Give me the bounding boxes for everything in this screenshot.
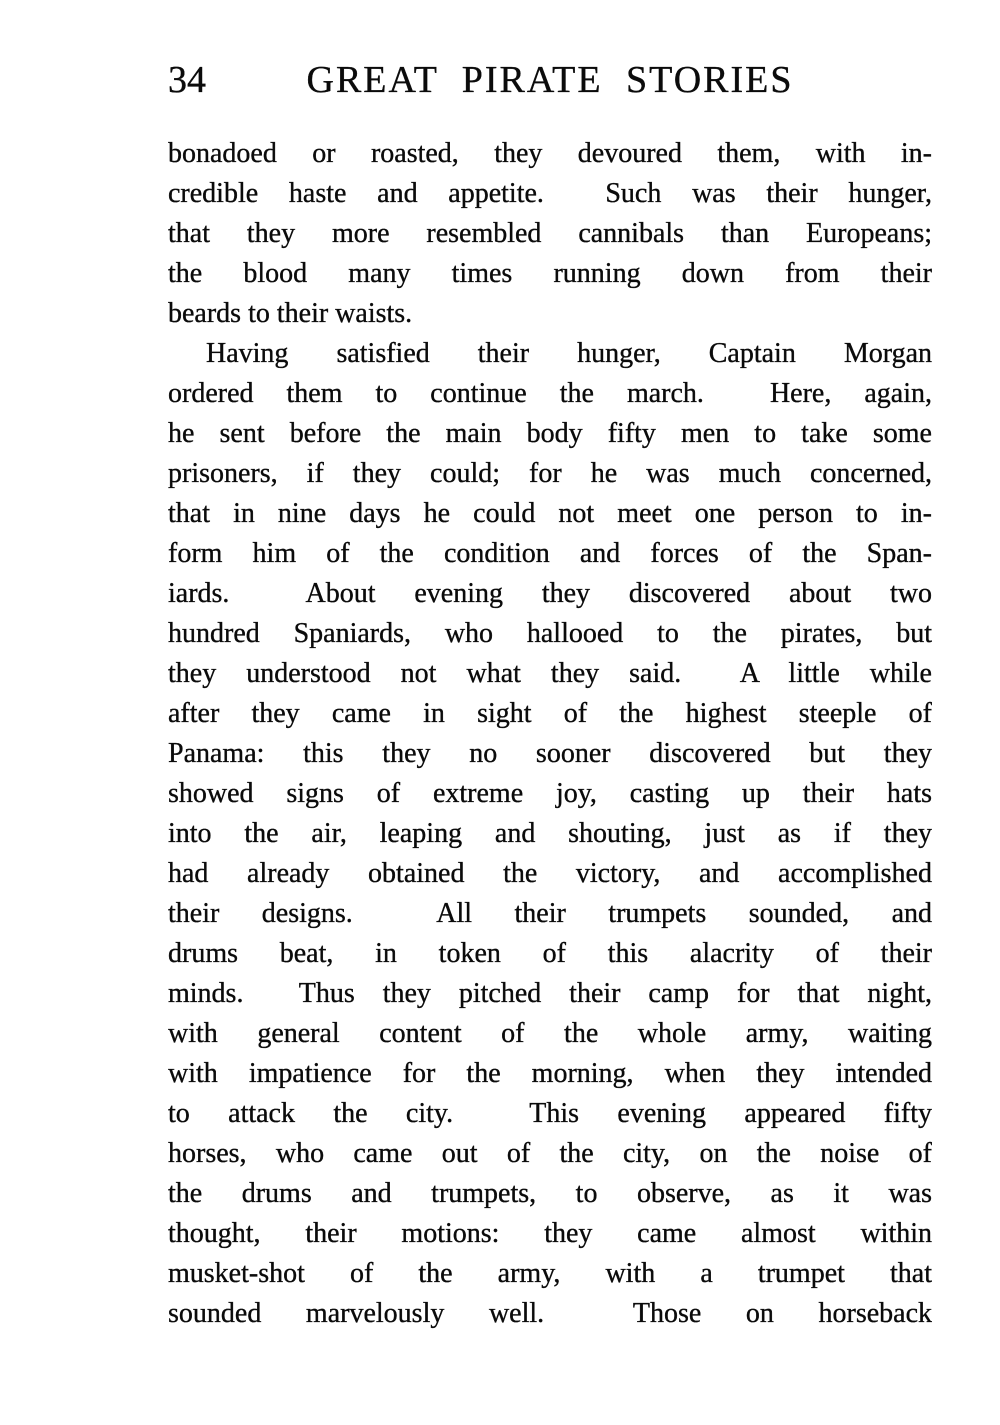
text-line: they understood not what they said. A little while <box>168 658 932 689</box>
text-line: iards. About evening they discovered about two <box>168 578 932 609</box>
text-line: hundred Spaniards, who hallooed to the pirates, but <box>168 618 932 649</box>
text-line: form him of the condition and forces of the Span- <box>168 538 932 569</box>
text-line: Panama: this they no sooner discovered but they <box>168 738 932 769</box>
text-line: prisoners, if they could; for he was much concerned, <box>168 458 932 489</box>
text-column <box>168 0 932 1334</box>
text-line: with impatience for the morning, when they intended <box>168 1058 932 1089</box>
page-number: 34 <box>168 59 206 101</box>
text-line: beards to their waists. <box>168 298 413 329</box>
running-title: GREAT PIRATE STORIES <box>306 59 794 101</box>
text-line: after they came in sight of the highest steeple of <box>168 698 932 729</box>
text-line: minds. Thus they pitched their camp for that night, <box>168 978 932 1009</box>
text-line: the drums and trumpets, to observe, as it was <box>168 1178 932 1209</box>
text-line: drums beat, in token of this alacrity of their <box>168 938 932 969</box>
text-line: with general content of the whole army, waiting <box>168 1018 932 1049</box>
text-line: Having satisfied their hunger, Captain Morgan <box>206 338 932 369</box>
page-header <box>168 0 932 106</box>
text-line: ordered them to continue the march. Here, again, <box>168 378 932 409</box>
body-text <box>168 134 932 1334</box>
text-line: their designs. All their trumpets sounded, and <box>168 898 932 929</box>
text-line: had already obtained the victory, and accomplished <box>168 858 932 889</box>
text-line: horses, who came out of the city, on the noise of <box>168 1138 932 1169</box>
text-line: the blood many times running down from their <box>168 258 932 289</box>
text-line: that they more resembled cannibals than Europeans; <box>168 218 932 249</box>
text-line: showed signs of extreme joy, casting up their hats <box>168 778 932 809</box>
text-line: to attack the city. This evening appeared fifty <box>168 1098 932 1129</box>
text-line: bonadoed or roasted, they devoured them, with in- <box>168 138 932 169</box>
text-line: sounded marvelously well. Those on horseback <box>168 1298 932 1329</box>
text-line: he sent before the main body fifty men to take some <box>168 418 932 449</box>
text-line: thought, their motions: they came almost within <box>168 1218 932 1249</box>
text-line: credible haste and appetite. Such was their hunger, <box>168 178 932 209</box>
text-line: musket-shot of the army, with a trumpet that <box>168 1258 932 1289</box>
text-line: that in nine days he could not meet one person to in- <box>168 498 932 529</box>
text-line: into the air, leaping and shouting, just as if they <box>168 818 932 849</box>
